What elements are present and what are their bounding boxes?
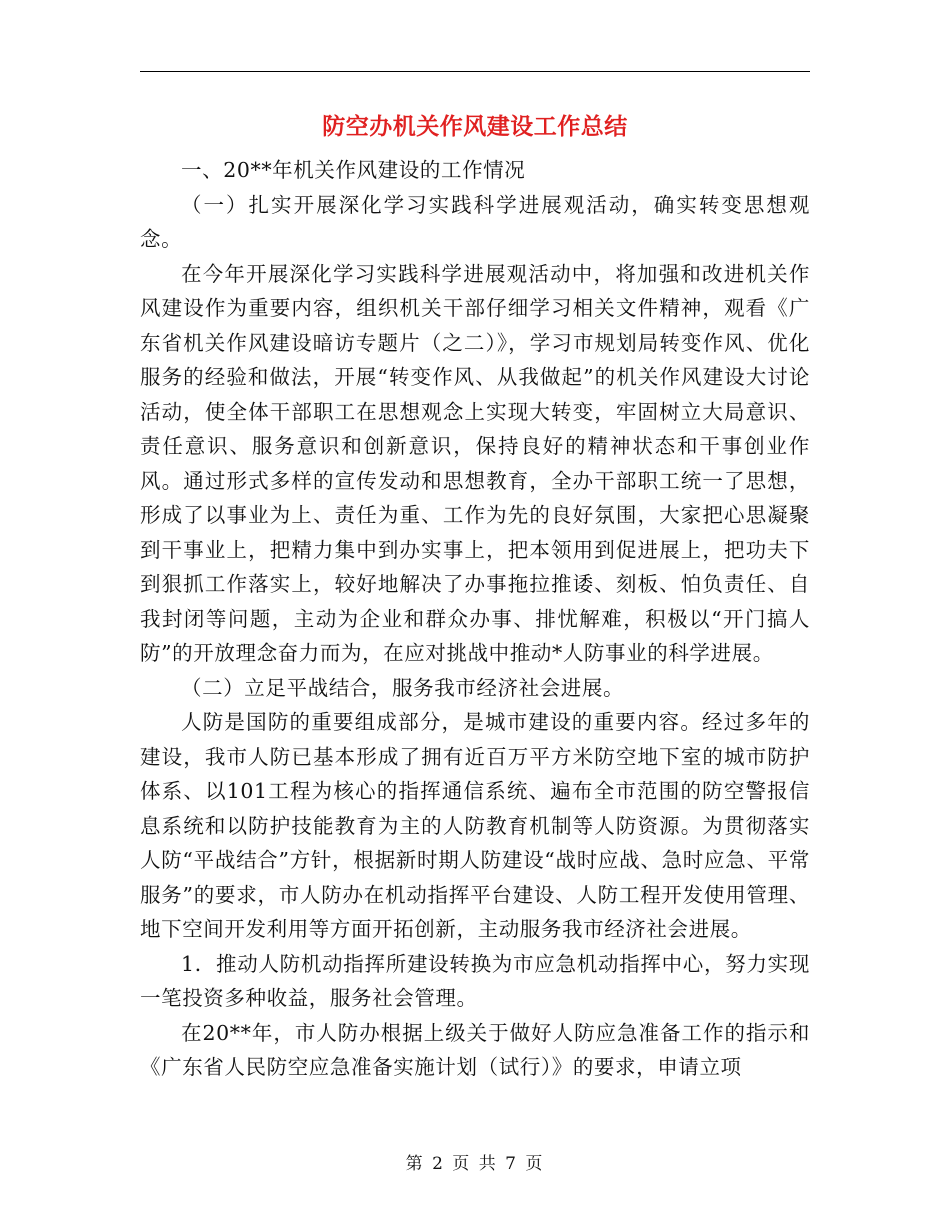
document-body	[140, 153, 810, 1085]
header-rule	[140, 71, 810, 72]
section-heading: 一、20**年机关作风建设的工作情况	[181, 158, 526, 182]
body-paragraph-1: 在今年开展深化学习实践科学进展观活动中，将加强和改进机关作风建设作为重要内容，组织机关干部仔细学习相关文件精神，观看《广东省机关作风建设暗访专题片（之二）》，学习市规划局转变作风、优化服务的经验和做法，开展“转变作风、从我做起”的机关作风建设大讨论活动，使全体干部职工在思想观念上实现大转变，牢固树立大局意识、责任意识、服务意识和创新意识，保持良好的精神状态和干事创业作风。通过形式多样的宣传发动和思想教育，全办干部职工统一了思想，形成了以事业为上、责任为重、工作为先的良好氛围，大家把心思凝聚到干事业上，把精力集中到办实事上，把本领用到促进展上，把功夫下到狠抓工作落实上，较好地解决了办事拖拉推诿、刻板、怕负责任、自我封闭等问题，主动为企业和群众办事、排忧解难，积极以“开门搞人防”的开放理念奋力而为，在应对挑战中推动*人防事业的科学进展。	[140, 261, 810, 665]
body-paragraph-3: 在20**年，市人防办根据上级关于做好人防应急准备工作的指示和《广东省人民防空应急准备实施计划（试行）》的要求，申请立项	[140, 1020, 810, 1079]
document-title: 防空办机关作风建设工作总结	[322, 113, 628, 140]
page-number: 第 2 页 共 7 页	[405, 1154, 545, 1174]
body-paragraph-2: 人防是国防的重要组成部分，是城市建设的重要内容。经过多年的建设，我市人防已基本形成了拥有近百万平方米防空地下室的城市防护体系、以101工程为核心的指挥通信系统、遍布全市范围的防空警报信息系统和以防护技能教育为主的人防教育机制等人防资源。为贯彻落实人防“平战结合”方针，根据新时期人防建设“战时应战、急时应急、平常服务”的要求，市人防办在机动指挥平台建设、人防工程开发使用管理、地下空间开发利用等方面开拓创新，主动服务我市经济社会进展。	[140, 710, 810, 941]
subsection-heading-1: （一）扎实开展深化学习实践科学进展观活动，确实转变思想观念。	[140, 192, 810, 251]
subsection-heading-2: （二）立足平战结合，服务我市经济社会进展。	[181, 675, 625, 700]
numbered-item-1: 1．推动人防机动指挥所建设转换为市应急机动指挥中心，努力实现一笔投资多种收益，服务社会管理。	[140, 951, 810, 1010]
